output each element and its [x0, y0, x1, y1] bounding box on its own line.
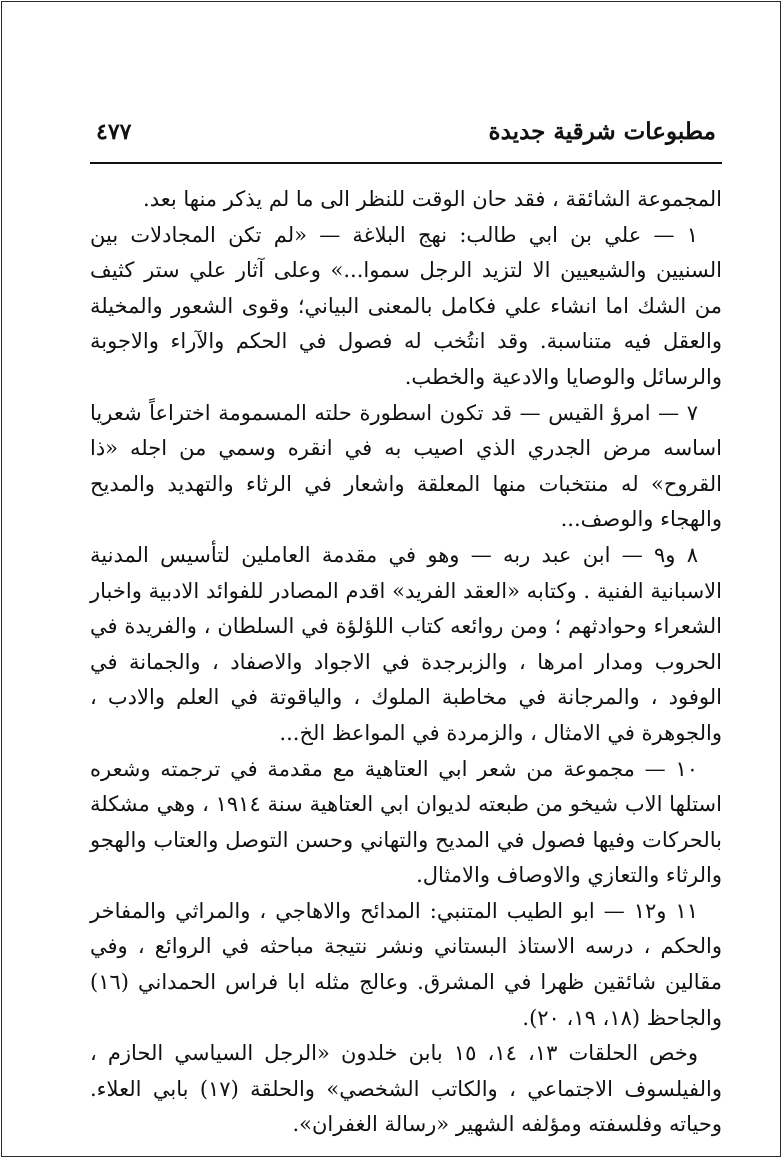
paragraph: ١١ و١٢ — ابو الطيب المتنبي: المدائح والاهاجي ، والمراثي والمفاخر والحكم ، درسه الاستاذ البستاني ونشر نتيجة مباحثه في الروائع ، وفي مقالين شائقين ظهرا في المشرق. وعالج مثله ابا فراس الحمداني (١٦) والجاحظ (١٨، ١٩، ٢٠). — [90, 898, 722, 1030]
paragraph: وخص الحلقات ١٣، ١٤، ١٥ بابن خلدون «الرجل السياسي الحازم ، والفيلسوف الاجتماعي ، والكاتب الشخصي» والحلقة (١٧) بابي العلاء. وحياته وفلسفته ومؤلفه الشهير «رسالة الغفران». — [90, 1041, 722, 1137]
body-text — [90, 182, 722, 1143]
page-number: ٤٧٧ — [96, 119, 132, 145]
page-header — [90, 118, 722, 164]
book-page — [90, 118, 722, 1143]
paragraph: ٧ — امرؤ القيس — قد تكون اسطورة حلته المسمومة اختراعاً شعريا اساسه مرض الجدري الذي اصيب به في انقره وسمي من اجله «ذا القروح» له منتخبات منها المعلقة واشعار في الرثاء والتهديد والمديح والهجاء والوصف... — [90, 400, 722, 532]
running-title: مطبوعات شرقية جديدة — [488, 118, 716, 145]
paragraph: المجموعة الشائقة ، فقد حان الوقت للنظر الى ما لم يذكر منها بعد. — [143, 187, 722, 211]
paragraph: ١٠ — مجموعة من شعر ابي العتاهية مع مقدمة في ترجمته وشعره استلها الاب شيخو من طبعته لديوان ابي العتاهية سنة ١٩١٤ ، وهي مشكلة بالحركات وفيها فصول في المديح والتهاني وحسن التوصل والعتاب والهجو والرثاء والتعازي والاوصاف والامثال. — [90, 756, 722, 888]
paragraph: ٨ و٩ — ابن عبد ربه — وهو في مقدمة العاملين لتأسيس المدنية الاسبانية الفنية . وكتابه «العقد الفريد» اقدم المصادر للفوائد الادبية واخبار الشعراء وحوادثهم ؛ ومن روائعه كتاب اللؤلؤة في السلطان ، والفريدة في الحروب ومدار امرها ، والزبرجدة في الاجواد والاصفاد ، والجمانة في الوفود ، والمرجانة في مخاطبة الملوك ، والياقوتة في العلم والادب ، والجوهرة في الامثال ، والزمردة في المواعظ الخ... — [90, 542, 722, 745]
paragraph: ١ — علي بن ابي طالب: نهج البلاغة — «لم تكن المجادلات بين السنيين والشيعيين الا لتزيد الرجل سموا...» وعلى آثار علي ستر كثيف من الشك اما انشاء علي فكامل بالمعنى البياني؛ وقوى الشعور والمخيلة والعقل فيه متناسبة. وقد انتُخب له فصول في الحكم والآراء والاجوبة والرسائل والوصايا والادعية والخطب. — [90, 222, 722, 389]
